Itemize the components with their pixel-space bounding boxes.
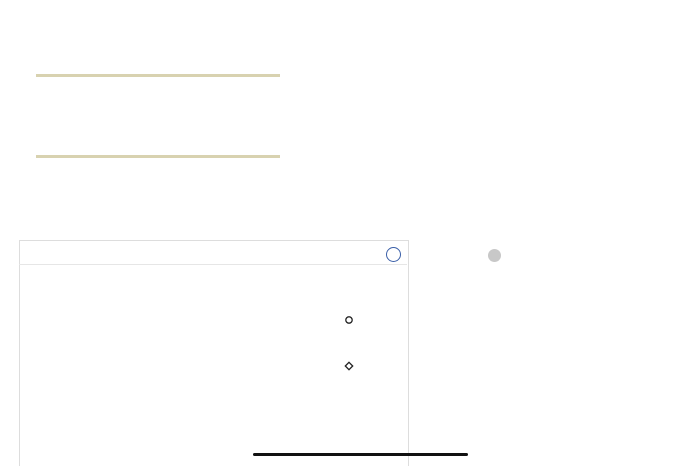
scroll-indicator[interactable] [253,453,468,456]
circle-icon[interactable] [346,317,352,323]
legend-david-ppf[interactable] [333,317,365,323]
legend-morgan-ppf[interactable] [333,362,365,369]
diamond-icon[interactable] [345,362,352,369]
